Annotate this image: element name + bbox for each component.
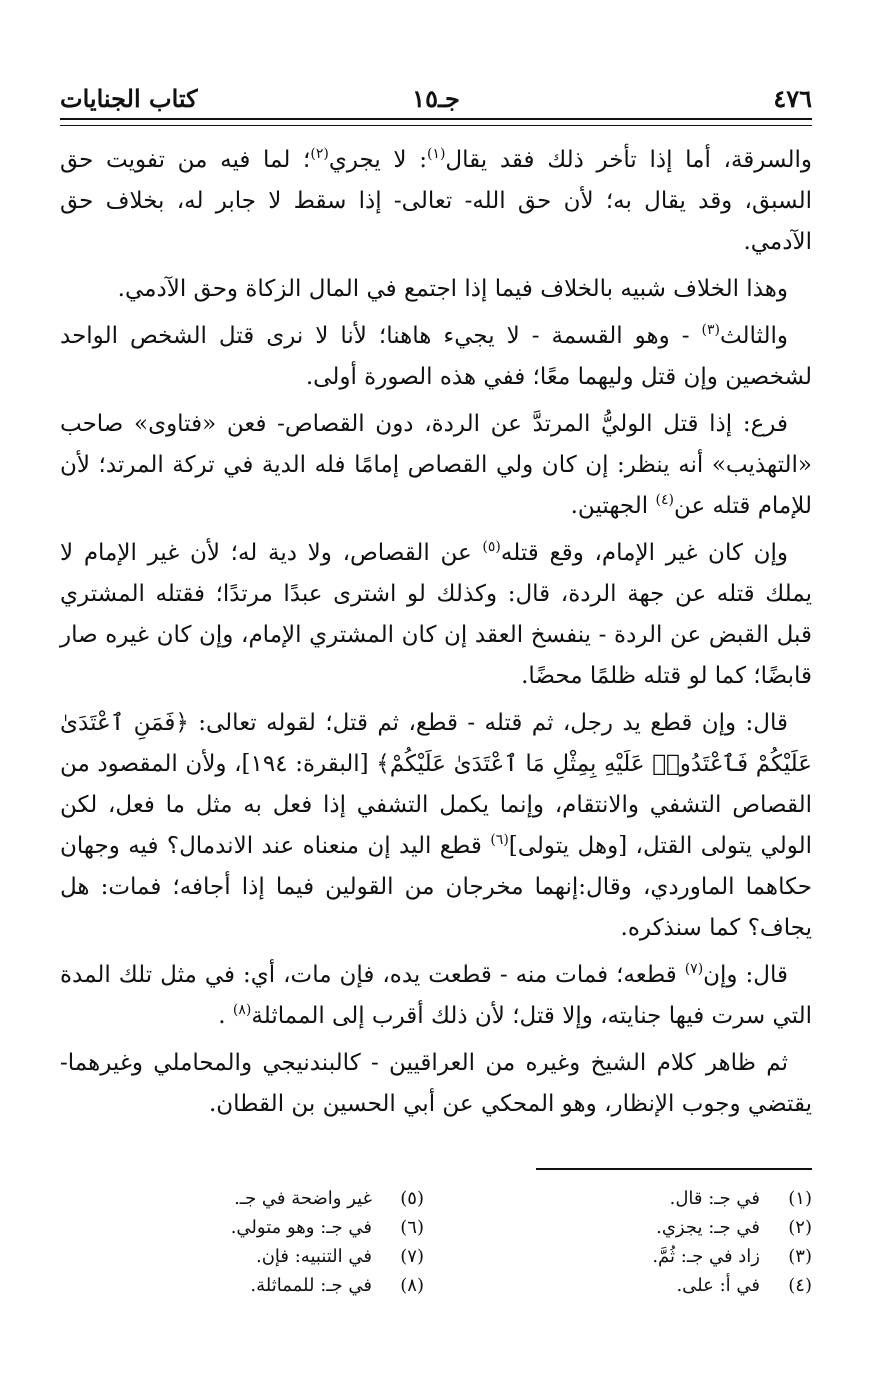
text-run: الجهتين. (570, 493, 656, 519)
footnote-item (452, 1271, 812, 1300)
footnote-item (64, 1213, 424, 1242)
footnote-marker[interactable]: (٤) (655, 492, 674, 508)
paragraph (60, 955, 812, 1037)
paragraph (60, 316, 812, 398)
footnote-item (64, 1184, 424, 1213)
footnote-marker[interactable]: (٧) (684, 961, 704, 977)
text-run: قطع اليد إن منعناه عند الاندمال؟ فيه وجهان حكاهما الماوردي، وقال:إنهما مخرجان من القولين فيما إذا أجافه؛ فمات: هل يجاف؟ كما سنذكره. (60, 833, 812, 941)
footnote-marker[interactable]: (١) (426, 146, 446, 162)
footnote-separator (536, 1168, 812, 1170)
footnotes-column-left (64, 1184, 424, 1300)
text-run: وإن كان غير الإمام، وقع قتله (500, 540, 788, 566)
footnote-number: (٦) (400, 1217, 424, 1238)
page-header (60, 78, 812, 118)
text-run: - وهو القسمة - لا يجيء هاهنا؛ لأنا لا نرى قتل الشخص الواحد لشخصين وإن قتل وليهما معًا؛ ففي هذه الصورة أولى. (60, 323, 812, 390)
footnote-text: في جـ: قال. (669, 1188, 760, 1209)
footnote-text: زاد في جـ: ثُمَّ. (652, 1246, 760, 1267)
footnote-marker[interactable]: (٣) (701, 322, 720, 338)
book-title: كتاب الجنايات (60, 83, 198, 113)
footnotes-column-right (452, 1184, 812, 1300)
footnote-number: (٣) (788, 1246, 812, 1267)
text-run: ثم ظاهر كلام الشيخ وغيره من العراقيين - كالبندنيجي والمحاملي وغيرهما- يقتضي وجوب الإنظار، وهو المحكي عن أبي الحسين بن القطان. (60, 1050, 812, 1117)
footnote-text: في التنبيه: فإن. (255, 1246, 372, 1267)
footnote-item (64, 1242, 424, 1271)
footnote-item (452, 1213, 812, 1242)
footnote-text: في جـ: وهو متولي. (230, 1217, 372, 1238)
text-run: : لا يجري (328, 147, 427, 173)
text-run: قال: وإن قطع يد رجل، ثم قتله - قطع، ثم قتل؛ لقوله تعالى: ﴿فَمَنِ ٱعْتَدَىٰ عَلَيْكُمْ فَٱعْتَدُوا۟ عَلَيْهِ بِمِثْلِ مَا ٱعْتَدَىٰ عَلَيْكُمْ﴾ [البقرة: ١٩٤]، ولأن المقصود من القصاص التشفي والانتقام، وإنما يكمل التشفي إذا فعل به مثل ما فعل، لكن الولي يتولى القتل، [وهل يتولى] (60, 710, 813, 859)
footnote-text: في جـ: للمماثلة. (250, 1275, 372, 1296)
footnote-number: (٤) (788, 1275, 812, 1296)
footnote-text: في أ: على. (676, 1275, 760, 1296)
volume-label: جـ١٥ (412, 83, 460, 113)
text-run: قطعه؛ فمات منه - قطعت يده، فإن مات، أي: في مثل تلك المدة التي سرت فيها جنايته، وإلا قتل؛ لأن ذلك أقرب إلى المماثلة (60, 962, 812, 1029)
text-run: ؛ لما فيه من تفويت حق السبق، وقد يقال به؛ لأن حق الله- تعالى- إذا سقط لا جابر له، بخلاف حق الآدمي. (60, 147, 812, 255)
footnote-number: (٨) (400, 1275, 424, 1296)
footnote-item (452, 1184, 812, 1213)
paragraph (60, 140, 812, 263)
footnote-text: غير واضحة في جـ. (234, 1188, 372, 1209)
page (60, 0, 812, 1373)
text-run: والثالث (719, 323, 788, 349)
footnote-item (64, 1271, 424, 1300)
footnote-item (452, 1242, 812, 1271)
footnote-number: (٢) (788, 1217, 812, 1238)
footnote-number: (١) (788, 1188, 812, 1209)
paragraph (60, 404, 812, 527)
footnote-marker[interactable]: (٦) (490, 832, 509, 848)
page-number: ٤٧٦ (773, 83, 812, 113)
header-rule-thin (60, 125, 812, 126)
footnote-text: في جـ: يجزي. (656, 1217, 760, 1238)
text-run: عن القصاص، ولا دية له؛ لأن غير الإمام لا يملك قتله عن جهة الردة، قال: وكذلك لو اشترى عبدًا مرتدًا؛ فقتله المشتري قبل القبض عن الردة - ينفسخ العقد إن كان المشتري الإمام، وإن كان غيره صار قابضًا؛ كما لو قتله ظلمًا محضًا. (60, 540, 812, 689)
paragraph (60, 533, 812, 697)
paragraph (60, 269, 812, 310)
footnote-marker[interactable]: (٢) (310, 146, 329, 162)
main-text (60, 140, 812, 1131)
header-rule-thick (60, 118, 812, 120)
text-run: فرع: إذا قتل الوليُّ المرتدَّ عن الردة، دون القصاص- فعن «فتاوى» صاحب «التهذيب» أنه ينظر: إن كان ولي القصاص إمامًا فله الدية في تركة المرتد؛ لأن للإمام قتله عن (60, 411, 812, 519)
footnote-marker[interactable]: (٨) (232, 1002, 252, 1018)
paragraph (60, 1043, 812, 1125)
paragraph (60, 703, 812, 949)
text-run: . (218, 1003, 233, 1029)
footnote-marker[interactable]: (٥) (482, 539, 501, 555)
text-run: وهذا الخلاف شبيه بالخلاف فيما إذا اجتمع في المال الزكاة وحق الآدمي. (117, 276, 788, 302)
footnote-number: (٧) (400, 1246, 424, 1267)
text-run: قال: وإن (703, 962, 788, 988)
footnote-number: (٥) (400, 1188, 424, 1209)
text-run: والسرقة، أما إذا تأخر ذلك فقد يقال (445, 147, 813, 173)
